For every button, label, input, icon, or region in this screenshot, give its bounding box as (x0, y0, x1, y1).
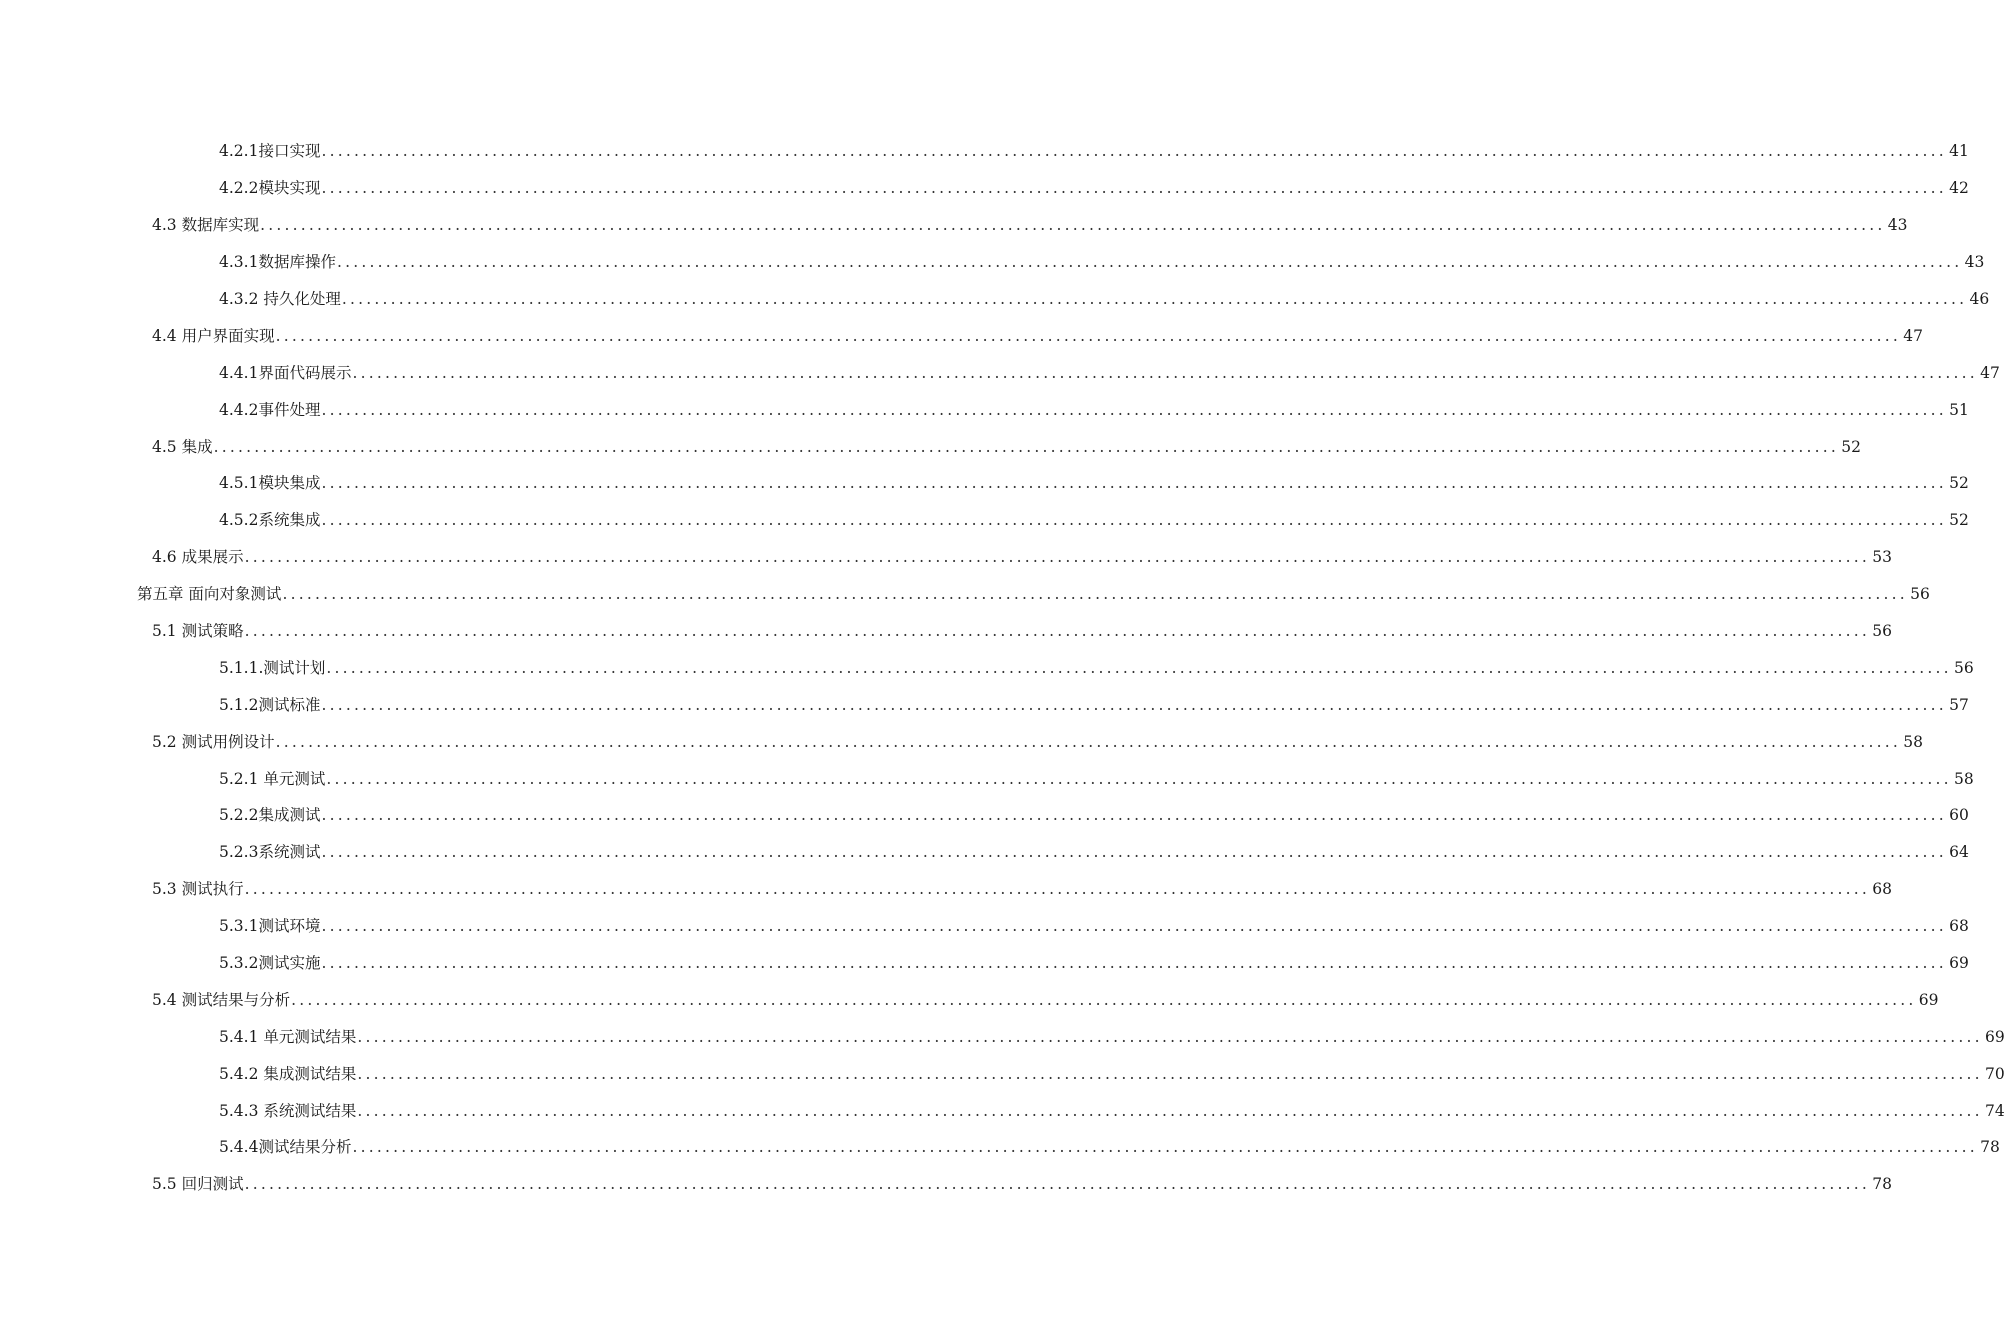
toc-entry-row (219, 289, 1990, 309)
dot-leader: ........................................................................................................................................................................................................ (326, 769, 1952, 788)
toc-entry-row (219, 1064, 2005, 1084)
toc-entry-row (219, 1027, 2005, 1047)
toc-entry-row (219, 658, 1974, 678)
toc-entry[interactable] (0, 1055, 2005, 1092)
toc-entry-row (152, 1174, 1892, 1194)
toc-entry-page-number: 58 (1954, 769, 1974, 788)
toc-entry-title: 5.3.1测试环境 (219, 917, 321, 936)
dot-leader: ........................................................................................................................................................................................................ (321, 400, 1947, 419)
toc-entry[interactable] (0, 1018, 2005, 1055)
toc-entry-title: 第五章 面向对象测试 (137, 585, 282, 604)
toc-entry[interactable] (0, 613, 1892, 650)
toc-entry-row (219, 400, 1969, 420)
dot-leader: ........................................................................................................................................................................................................ (213, 437, 1839, 456)
dot-leader: ........................................................................................................................................................................................................ (275, 732, 1901, 751)
toc-entry[interactable] (0, 539, 1892, 576)
dot-leader: ........................................................................................................................................................................................................ (244, 548, 1870, 567)
toc-entry[interactable] (0, 244, 1985, 281)
dot-leader: ........................................................................................................................................................................................................ (244, 622, 1870, 641)
toc-entry-title: 4.3.2 持久化处理 (219, 290, 341, 308)
toc-entry-row (152, 326, 1923, 346)
dot-leader: ........................................................................................................................................................................................................ (341, 290, 1968, 308)
dot-leader: ........................................................................................................................................................................................................ (282, 585, 1908, 604)
dot-leader: ........................................................................................................................................................................................................ (357, 1064, 1983, 1083)
toc-entry-page-number: 52 (1949, 474, 1969, 493)
toc-entry-page-number: 56 (1910, 585, 1930, 604)
toc-entry-title: 5.3.2测试实施 (219, 954, 321, 973)
toc-entry-row (152, 621, 1892, 641)
toc-entry[interactable] (0, 871, 1892, 908)
toc-entry[interactable] (0, 686, 1969, 723)
toc-entry-row (219, 1137, 2000, 1157)
toc-entry-page-number: 53 (1872, 548, 1892, 567)
toc-entry-title: 4.3 数据库实现 (152, 216, 260, 235)
dot-leader: ........................................................................................................................................................................................................ (321, 474, 1947, 493)
dot-leader: ........................................................................................................................................................................................................ (321, 511, 1947, 530)
toc-entry-page-number: 70 (1985, 1064, 2005, 1083)
toc-entry[interactable] (0, 281, 1990, 318)
toc-entry[interactable] (0, 576, 1930, 613)
toc-entry-page-number: 56 (1954, 658, 1974, 677)
toc-entry-page-number: 41 (1949, 142, 1969, 161)
toc-entry[interactable] (0, 908, 1969, 945)
toc-entry-row (152, 437, 1861, 457)
toc-entry[interactable] (0, 1166, 1892, 1203)
toc-entry-row (152, 879, 1892, 899)
dot-leader: ........................................................................................................................................................................................................ (357, 1027, 1983, 1046)
toc-entry-row (219, 141, 1969, 161)
toc-entry-title: 5.2.2集成测试 (219, 806, 321, 825)
toc-entry-page-number: 68 (1949, 917, 1969, 936)
toc-entry-row (219, 252, 1985, 272)
toc-entry-title: 5.4 测试结果与分析 (152, 990, 291, 1009)
toc-entry-row (152, 732, 1923, 752)
toc-entry-page-number: 78 (1872, 1175, 1892, 1194)
toc-entry-title: 4.5.2系统集成 (219, 511, 321, 530)
toc-entry-row (219, 842, 1969, 862)
toc-entry[interactable] (0, 391, 1969, 428)
toc-entry-title: 5.5 回归测试 (152, 1175, 244, 1194)
dot-leader: ........................................................................................................................................................................................................ (321, 179, 1947, 198)
dot-leader: ........................................................................................................................................................................................................ (326, 658, 1952, 677)
toc-entry-page-number: 46 (1969, 290, 1990, 308)
toc-entry-title: 5.2.1 单元测试 (219, 769, 326, 788)
toc-entry-title: 5.3 测试执行 (152, 880, 244, 899)
dot-leader: ........................................................................................................................................................................................................ (352, 1138, 1978, 1157)
toc-entry-title: 5.1.2测试标准 (219, 695, 321, 714)
toc-entry-row (219, 953, 1969, 973)
toc-entry-title: 5.1 测试策略 (152, 622, 244, 641)
toc-entry-title: 4.4 用户界面实现 (152, 326, 275, 345)
dot-leader: ........................................................................................................................................................................................................ (321, 917, 1947, 936)
toc-entry-row (219, 178, 1969, 198)
toc-entry-page-number: 52 (1949, 511, 1969, 530)
toc-entry-title: 5.4.1 单元测试结果 (219, 1027, 357, 1046)
toc-entry-row (152, 990, 1939, 1010)
toc-entry-page-number: 69 (1949, 954, 1969, 973)
toc-entry-title: 4.6 成果展示 (152, 548, 244, 567)
toc-entry[interactable] (0, 981, 1939, 1018)
toc-entry-page-number: 51 (1949, 400, 1969, 419)
dot-leader: ........................................................................................................................................................................................................ (321, 142, 1947, 161)
dot-leader: ........................................................................................................................................................................................................ (336, 253, 1963, 272)
toc-entry-row (219, 473, 1969, 493)
toc-entry-row (219, 510, 1969, 530)
toc-entry-title: 5.4.3 系统测试结果 (219, 1101, 357, 1120)
toc-entry-title: 5.1.1.测试计划 (219, 658, 326, 677)
toc-entry-row (152, 215, 1908, 235)
toc-entry[interactable] (0, 797, 1969, 834)
toc-entry-row (219, 805, 1969, 825)
dot-leader: ........................................................................................................................................................................................................ (321, 806, 1947, 825)
toc-entry-title: 4.2.1接口实现 (219, 142, 321, 161)
toc-entry[interactable] (0, 133, 1969, 170)
toc-entry[interactable] (0, 170, 1969, 207)
toc-entry[interactable] (0, 428, 1861, 465)
toc-entry-page-number: 57 (1949, 695, 1969, 714)
toc-entry[interactable] (0, 1129, 2000, 1166)
dot-leader: ........................................................................................................................................................................................................ (275, 326, 1901, 345)
toc-entry-page-number: 60 (1949, 806, 1969, 825)
toc-entry-title: 4.2.2模块实现 (219, 179, 321, 198)
toc-entry-page-number: 69 (1918, 990, 1939, 1009)
toc-entry-page-number: 47 (1903, 326, 1923, 345)
toc-entry-row (219, 1101, 2005, 1121)
toc-entry-page-number: 64 (1949, 843, 1969, 862)
toc-entry-row (152, 547, 1892, 567)
toc-entry-row (219, 769, 1974, 789)
toc-entry-page-number: 43 (1887, 216, 1908, 235)
toc-entry[interactable] (0, 465, 1969, 502)
toc-entry-page-number: 42 (1949, 179, 1969, 198)
toc-entry-page-number: 47 (1980, 363, 2000, 382)
table-of-contents (0, 133, 2005, 1203)
toc-entry[interactable] (0, 502, 1969, 539)
toc-entry-title: 4.5.1模块集成 (219, 474, 321, 493)
dot-leader: ........................................................................................................................................................................................................ (291, 990, 1917, 1009)
toc-entry[interactable] (0, 945, 1969, 982)
toc-entry-title: 4.4.1界面代码展示 (219, 363, 352, 382)
toc-entry[interactable] (0, 354, 2000, 391)
toc-entry-title: 5.4.4测试结果分析 (219, 1138, 352, 1157)
toc-entry-title: 4.4.2事件处理 (219, 400, 321, 419)
dot-leader: ........................................................................................................................................................................................................ (260, 216, 1886, 235)
toc-entry-row (137, 584, 1930, 604)
toc-entry-row (219, 695, 1969, 715)
toc-entry-title: 5.2.3系统测试 (219, 843, 321, 862)
toc-entry[interactable] (0, 760, 1974, 797)
toc-entry-row (219, 916, 1969, 936)
toc-entry[interactable] (0, 723, 1923, 760)
toc-entry-page-number: 68 (1872, 880, 1892, 899)
dot-leader: ........................................................................................................................................................................................................ (357, 1101, 1983, 1120)
toc-entry-row (219, 363, 2000, 383)
dot-leader: ........................................................................................................................................................................................................ (321, 843, 1947, 862)
toc-entry-page-number: 52 (1841, 437, 1861, 456)
toc-entry-page-number: 43 (1964, 253, 1985, 272)
toc-entry-page-number: 56 (1872, 622, 1892, 641)
dot-leader: ........................................................................................................................................................................................................ (321, 954, 1947, 973)
toc-entry-title: 4.5 集成 (152, 437, 213, 456)
toc-entry[interactable] (0, 207, 1908, 244)
toc-entry-page-number: 69 (1985, 1027, 2005, 1046)
toc-entry[interactable] (0, 649, 1974, 686)
dot-leader: ........................................................................................................................................................................................................ (321, 695, 1947, 714)
toc-entry-title: 4.3.1数据库操作 (219, 253, 336, 272)
dot-leader: ........................................................................................................................................................................................................ (352, 363, 1978, 382)
toc-entry-page-number: 58 (1903, 732, 1923, 751)
toc-entry[interactable] (0, 1092, 2005, 1129)
toc-entry-title: 5.2 测试用例设计 (152, 732, 275, 751)
dot-leader: ........................................................................................................................................................................................................ (244, 880, 1870, 899)
toc-entry-title: 5.4.2 集成测试结果 (219, 1064, 357, 1083)
toc-entry[interactable] (0, 317, 1923, 354)
toc-entry-page-number: 74 (1985, 1101, 2005, 1120)
toc-entry-page-number: 78 (1980, 1138, 2000, 1157)
dot-leader: ........................................................................................................................................................................................................ (244, 1175, 1870, 1194)
toc-entry[interactable] (0, 834, 1969, 871)
